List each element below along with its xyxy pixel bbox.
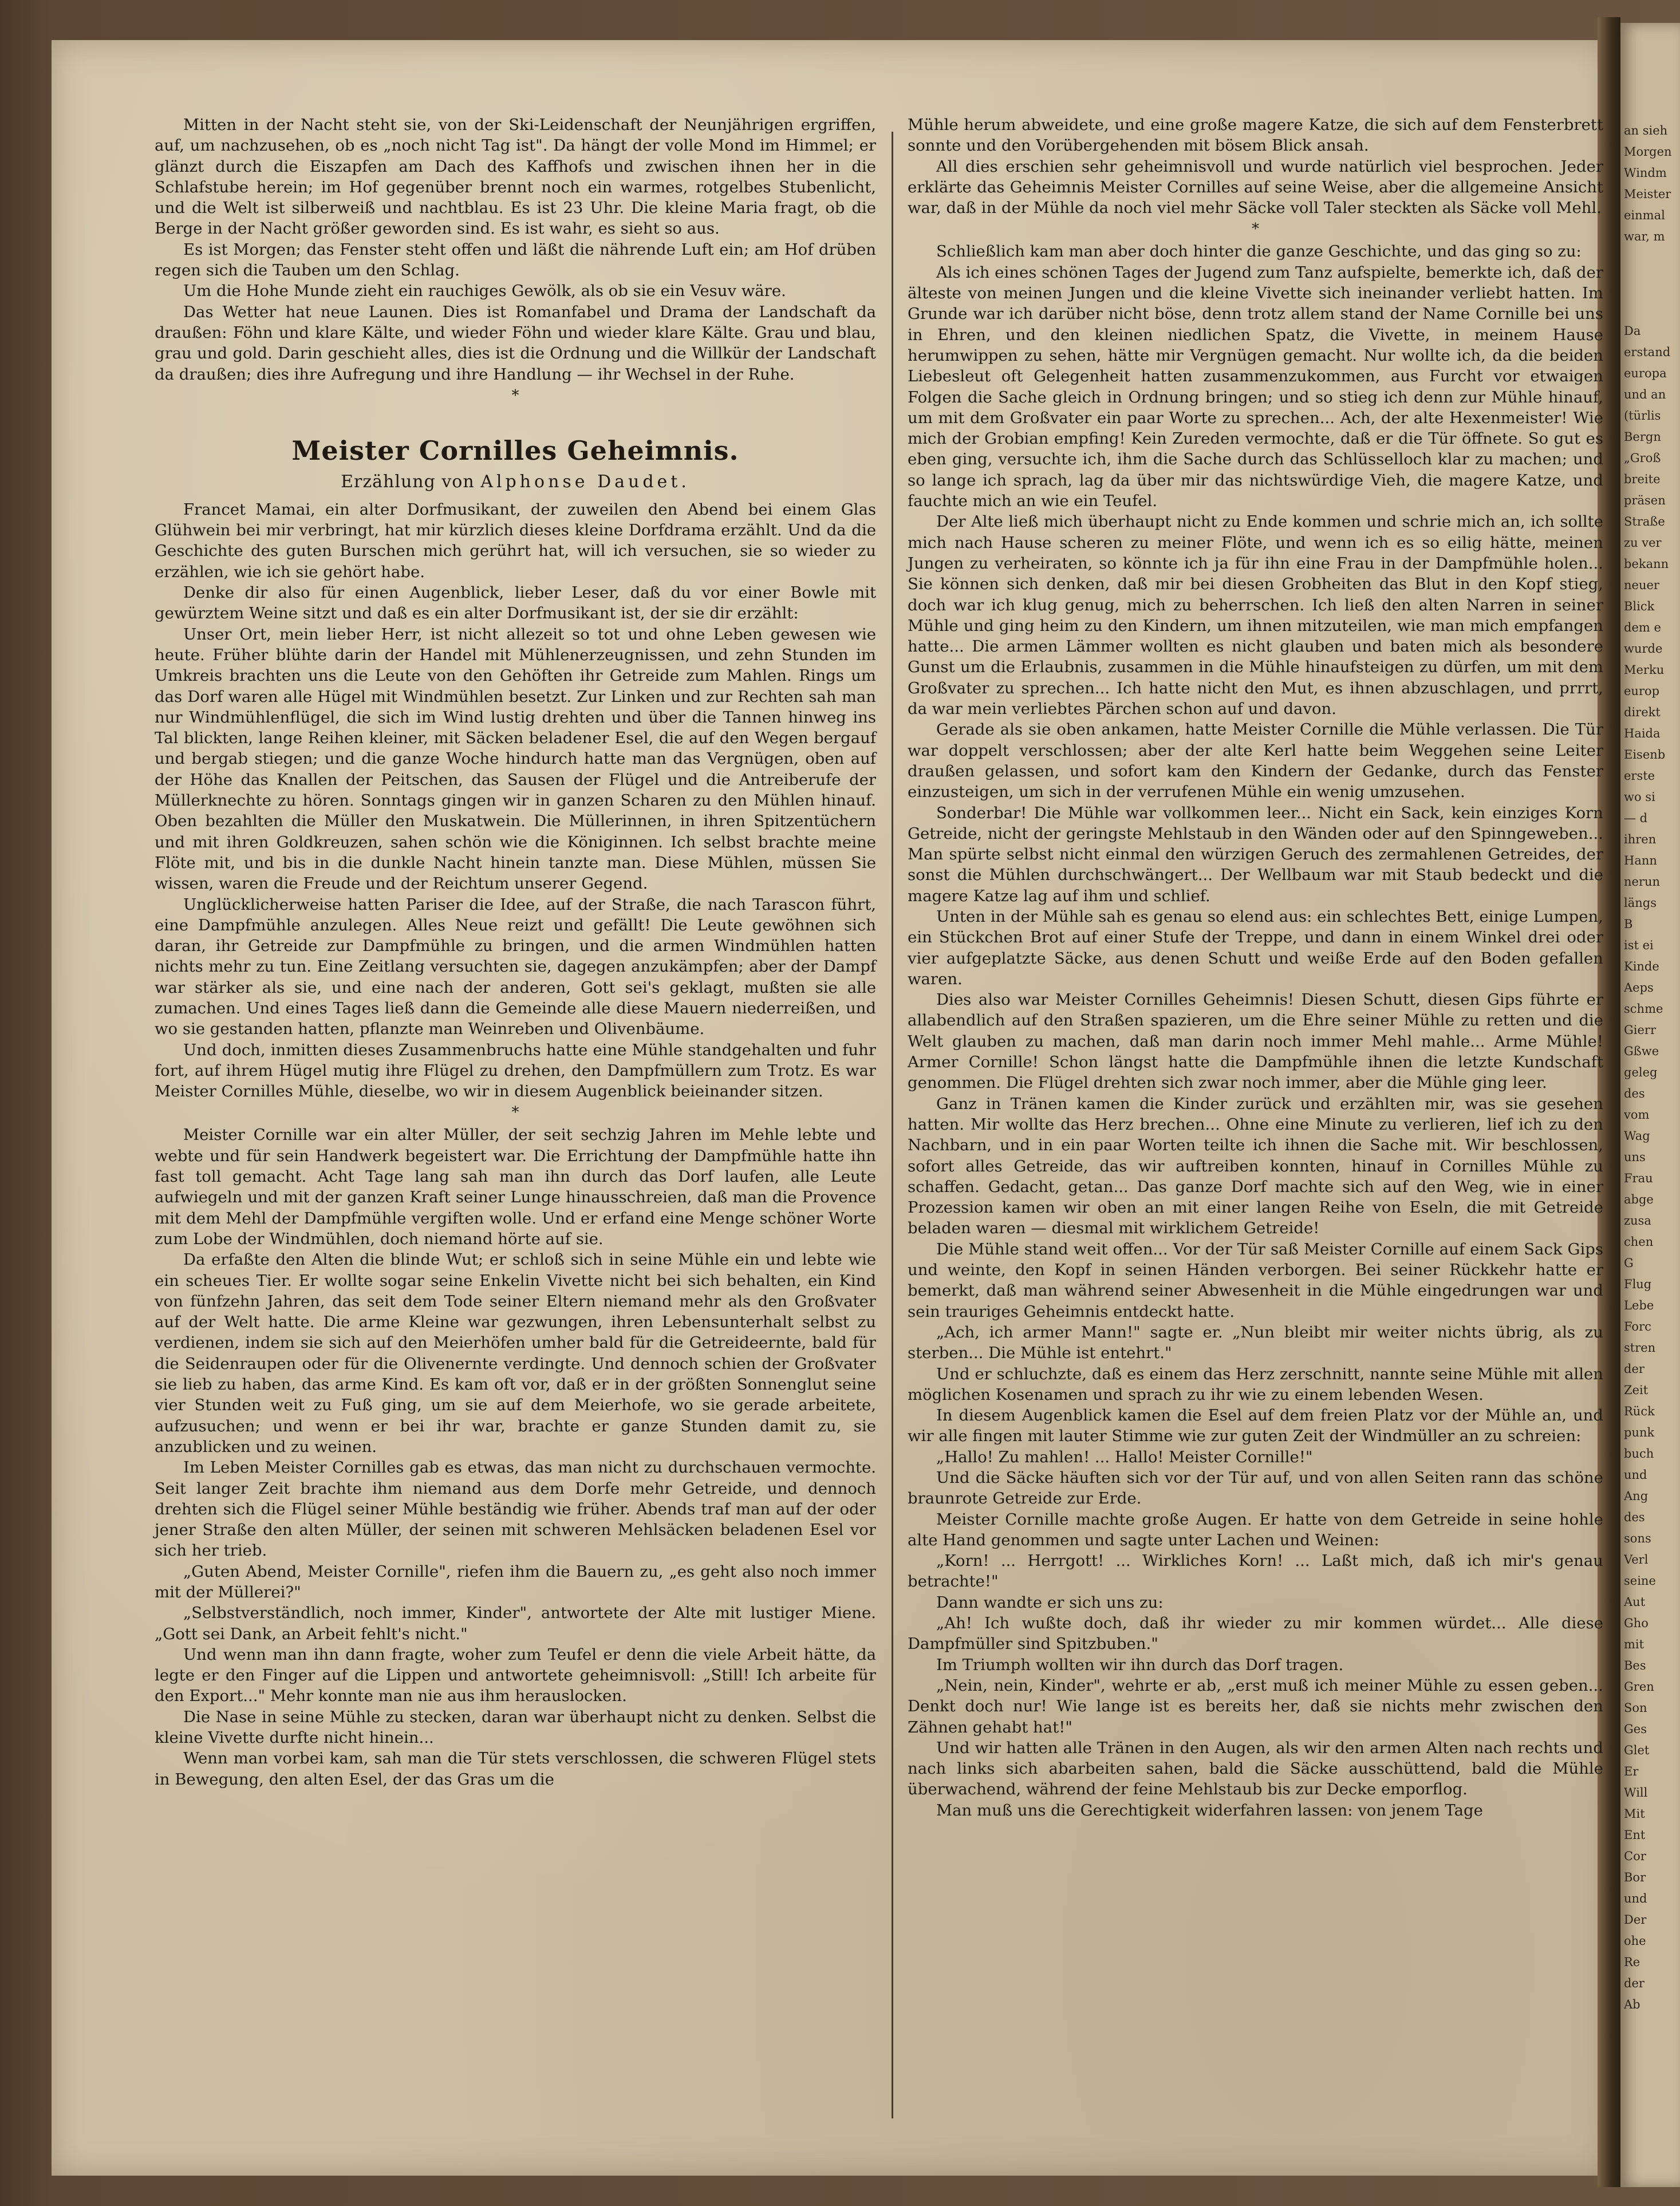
adjacent-page-fragment: schme	[1624, 1002, 1663, 1016]
adjacent-page-fragment: Kinde	[1624, 960, 1659, 973]
paragraph: Wenn man vorbei kam, sah man die Tür stets verschlossen, die schweren Flügel stets in Bewegung, den alten Esel, der das Gras um die	[155, 1749, 876, 1789]
adjacent-page-fragment: des	[1624, 1087, 1645, 1100]
adjacent-page-fragment: ist ei	[1624, 938, 1654, 952]
adjacent-page-fragment: Bes	[1624, 1659, 1646, 1672]
paragraph: Mitten in der Nacht steht sie, von der Ski-Leidenschaft der Neunjährigen ergriffen, auf, um nachzusehen, ob es „noch nicht Tag ist". Da hängt der volle Mond im Himmel; er glänzt durch die Eiszapfen am Dach des Kaffhofs und zwischen ihnen her in die Schlafstube herein; im Hof gegenüber brennt noch ein warmes, rotgelbes Stubenlicht, und die Welt ist silberweiß und nachtblau. Es ist 23 Uhr. Die kleine Maria fragt, ob die Berge in der Nacht größer geworden sind. Es ist wahr, es sieht so aus.	[155, 116, 876, 238]
paragraph: „Hallo! Zu mahlen! ... Hallo! Meister Cornille!"	[936, 1447, 1313, 1466]
paragraph: Gerade als sie oben ankamen, hatte Meister Cornille die Mühle verlassen. Die Tür war doppelt verschlossen; aber der alte Kerl hatte beim Weggehen seine Leiter draußen gelassen, und sofort kam den Kindern der Gedanke, durch das Fenster einzusteigen, um sich in der verrufenen Mühle ein wenig umzusehen.	[908, 720, 1603, 802]
adjacent-page-fragment: der	[1624, 1362, 1644, 1376]
adjacent-page-fragment: Haida	[1624, 727, 1661, 740]
column-divider	[892, 132, 893, 2118]
adjacent-page-fragment: und an	[1624, 388, 1666, 401]
story-author: Alphonse Daudet.	[480, 471, 690, 492]
story-continuation-1	[908, 115, 1603, 218]
adjacent-page-fragment: an sieh	[1624, 124, 1668, 137]
adjacent-page-fragment: dem e	[1624, 621, 1661, 634]
adjacent-page-fragment: Zeit	[1624, 1383, 1649, 1397]
section-separator: *	[511, 386, 519, 404]
story-section-2	[155, 1124, 876, 1790]
adjacent-page-fragment: Bergn	[1624, 430, 1661, 444]
adjacent-page-fragment: direkt	[1624, 705, 1661, 719]
adjacent-page-fragment: G	[1624, 1256, 1634, 1270]
adjacent-page-fragment: buch	[1624, 1447, 1654, 1461]
adjacent-page-fragment: breite	[1624, 472, 1661, 486]
adjacent-page-fragment: erste	[1624, 769, 1655, 783]
adjacent-page-fragment: Meister	[1624, 187, 1671, 201]
adjacent-page-fragment: Merku	[1624, 663, 1665, 677]
adjacent-page-fragment: Aeps	[1624, 981, 1654, 995]
adjacent-page-fragment: seine	[1624, 1574, 1656, 1588]
adjacent-page-fragment: ohe	[1624, 1934, 1646, 1948]
paragraph: „Ach, ich armer Mann!" sagte er. „Nun bleibt mir weiter nichts übrig, als zu sterben... Die Mühle ist entehrt."	[908, 1323, 1603, 1363]
paragraph: Da erfaßte den Alten die blinde Wut; er schloß sich in seine Mühle ein und lebte wie ein scheues Tier. Er wollte sogar seine Enkelin Vivette nicht bei sich behalten, ein Kind von fünfzehn Jahren, das seit dem Tode seiner Eltern niemand mehr als den Großvater auf der Welt hatte. Die arme Kleine war gezwungen, ihren Lebensunterhalt selbst zu verdienen, indem sie sich auf den Meierhöfen umher bald für die Getreideernte, bald für die Seidenraupen oder für die Olivenernte verdingte. Und dennoch schien der Großvater sie lieb zu haben, das arme Kind. Es kam oft vor, daß er in der größten Sonnenglut seine vier Stunden weit zu Fuß ging, um sie auf dem Meierhofe, wo sie gerade arbeitete, aufzusuchen; und wenn er bei ihr war, brachte er ganze Stunden damit zu, sie anzublicken und zu weinen.	[155, 1250, 876, 1456]
paragraph: Und wenn man ihn dann fragte, woher zum Teufel er denn die viele Arbeit hätte, da legte er den Finger auf die Lippen und antwortete geheimnisvoll: „Still! Ich arbeite für den Export..." Mehr konnte man nie aus ihm herauslocken.	[155, 1645, 876, 1706]
adjacent-page-fragment: Gho	[1624, 1616, 1649, 1630]
paragraph: Dies also war Meister Cornilles Geheimnis! Diesen Schutt, diesen Gips führte er allabendlich auf den Straßen spazieren, um die Ehre seiner Mühle zu retten und die Welt glauben zu machen, daß man darin noch immer Mehl mahle... Arme Mühle! Armer Cornille! Schon längst hatte die Dampfmühle ihnen die letzte Kundschaft genommen. Die Flügel drehten sich zwar noch immer, aber die Mühle ging leer.	[908, 990, 1603, 1092]
adjacent-page-fragment: Hann	[1624, 854, 1657, 867]
adjacent-page-fragment: nerun	[1624, 875, 1661, 889]
adjacent-page-fragment: geleg	[1624, 1065, 1658, 1079]
paragraph: Und er schluchzte, daß es einem das Herz zerschnitt, nannte seine Mühle mit allen möglichen Kosenamen und sprach zu ihr wie zu einem lebenden Wesen.	[908, 1364, 1603, 1404]
paragraph: Unser Ort, mein lieber Herr, ist nicht allezeit so tot und ohne Leben gewesen wie heute. Früher blühte darin der Handel mit Mühlenerzeugnissen, und zehn Stunden im Umkreis brachten uns die Leute von den Gehöften ihr Getreide zum Mahlen. Rings um das Dorf waren alle Hügel mit Windmühlen besetzt. Zur Linken und zur Rechten sah man nur Windmühlenflügel, die sich im Wind lustig drehten und über die Tannen hinweg ins Tal blickten, lange Reihen kleiner, mit Säcken beladener Esel, die auf den Wegen bergauf und bergab stiegen; und die ganze Woche hindurch hatte man das Vergnügen, oben auf der Höhe das Knallen der Peitschen, das Sausen der Flügel und die Antreiberufe der Müllerknechte zu hören. Sonntags gingen wir in ganzen Scharen zu den Mühlen hinauf. Oben bezahlten die Müller den Muskatwein. Die Müllerinnen, in ihren Spitzentüchern und mit ihren Goldkreuzen, sahen schön wie die Königinnen. Ich selbst brachte meine Flöte mit, und bis in die dunkle Nacht hinein tanzte man. Diese Mühlen, müssen Sie wissen, waren die Freude und der Reichtum unserer Gegend.	[155, 625, 876, 893]
adjacent-page-fragment: Frau	[1624, 1171, 1653, 1185]
paragraph: „Nein, nein, Kinder", wehrte er ab, „erst muß ich meiner Mühle zu essen geben... Denkt doch nur! Wie lange ist es bereits her, daß sie nichts mehr zwischen den Zähnen gehabt hat!"	[908, 1676, 1603, 1737]
paragraph: Die Nase in seine Mühle zu stecken, daran war überhaupt nicht zu denken. Selbst die kleine Vivette durfte nicht hinein...	[155, 1707, 876, 1747]
paragraph: All dies erschien sehr geheimnisvoll und wurde natürlich viel besprochen. Jeder erklärte das Geheimnis Meister Cornilles auf seine Weise, aber die allgemeine Ansicht war, daß in der Mühle da noch viel mehr Säcke voll Taler steckten als Säcke voll Mehl.	[908, 157, 1603, 218]
adjacent-page-fragment: Blick	[1624, 599, 1655, 613]
story-continuation-2	[908, 241, 1603, 1821]
intro-section	[155, 115, 876, 385]
adjacent-page-fragment: stren	[1624, 1341, 1656, 1355]
adjacent-page-fragment: mit	[1624, 1637, 1644, 1651]
paragraph: Im Triumph wollten wir ihn durch das Dorf tragen.	[936, 1655, 1344, 1674]
paragraph: „Selbstverständlich, noch immer, Kinder", antwortete der Alte mit lustiger Miene. „Gott sei Dank, an Arbeit fehlt's nicht."	[155, 1604, 876, 1643]
adjacent-page-fragment: Ent	[1624, 1828, 1646, 1842]
adjacent-page-fragment: punk	[1624, 1426, 1655, 1439]
adjacent-page-fragment: (türlis	[1624, 409, 1661, 423]
adjacent-page-fragment: Eisenb	[1624, 748, 1666, 761]
adjacent-page-fragment: Ang	[1624, 1489, 1649, 1503]
paragraph: Als ich eines schönen Tages der Jugend zum Tanz aufspielte, bemerkte ich, daß der älteste von meinen Jungen und die kleine Vivette sich ineinander verliebt hatten. Im Grunde war ich darüber nicht böse, denn trotz allem stand der Name Cornille bei uns in Ehren, und den kleinen niedlichen Spatz, die Vivette, in meinem Hause herumwippen zu sehen, hätte mir Vergnügen gemacht. Nur wollte ich, da die beiden Liebesleut oft Gelegenheit hatten zusammenzukommen, aus Furcht vor etwaigen Folgen die Sache gleich in Ordnung bringen; und so stieg ich denn zur Mühle hinauf, um mit dem Großvater ein paar Worte zu sprechen... Ach, der alte Hexenmeister! Wie mich der Grobian empfing! Kein Zureden vermochte, daß er die Tür öffnete. So gut es eben ging, versuchte ich, ihm die Sache durch das Schlüsselloch klar zu machen; und so lange ich sprach, lag da über mir das nichtswürdige Vieh, die magere Katze, und fauchte mich an wie ein Teufel.	[908, 263, 1603, 511]
adjacent-page-fragment: abge	[1624, 1193, 1654, 1206]
paragraph: Mühle herum abweidete, und eine große magere Katze, die sich auf dem Fensterbrett sonnte und den Vorübergehenden mit bösem Blick ansah.	[908, 116, 1603, 155]
adjacent-page-fragment: des	[1624, 1510, 1645, 1524]
paragraph: „Guten Abend, Meister Cornille", riefen ihm die Bauern zu, „es geht also noch immer mit der Müllerei?"	[155, 1562, 876, 1601]
adjacent-page-edge	[1620, 23, 1680, 2187]
adjacent-page-fragment: ihren	[1624, 832, 1657, 846]
adjacent-page-fragment: Windm	[1624, 166, 1667, 180]
adjacent-page-fragment: und	[1624, 1468, 1647, 1482]
paragraph: Meister Cornille war ein alter Müller, der seit sechzig Jahren im Mehle lebte und webte und für sein Handwerk begeistert war. Die Errichtung der Dampfmühle hatte ihn fast toll gemacht. Acht Tage lang sah man ihn durch das Dorf laufen, alle Leute aufwiegeln und mit der ganzen Kraft seiner Lunge hinausschreien, daß man die Provence mit dem Mehl der Dampfmühle vergiften wolle. Und er erfand eine Menge schöner Worte zum Lobe der Windmühlen, doch niemand hörte auf sie.	[155, 1126, 876, 1248]
adjacent-page-fragment: Cor	[1624, 1849, 1646, 1863]
paragraph: Um die Hohe Munde zieht ein rauchiges Gewölk, als ob sie ein Vesuv wäre.	[183, 282, 786, 301]
paragraph: Dann wandte er sich uns zu:	[936, 1593, 1164, 1612]
adjacent-page-fragment: Will	[1624, 1786, 1648, 1799]
section-separator: *	[511, 1104, 519, 1122]
adjacent-page-fragment: Ges	[1624, 1722, 1647, 1736]
adjacent-page-fragment: wo si	[1624, 790, 1655, 804]
paragraph: Im Leben Meister Cornilles gab es etwas, das man nicht zu durchschauen vermochte. Seit langer Zeit brachte ihm niemand aus dem Dorfe mehr Getreide, und dennoch drehten sich die Flügel seiner Mühle beständig wie früher. Abends traf man auf der oder jener Straße den alten Müller, der seinen mit schweren Mehlsäcken beladenen Esel vor sich her trieb.	[155, 1458, 876, 1560]
paragraph: Unten in der Mühle sah es genau so elend aus: ein schlechtes Bett, einige Lumpen, ein Stückchen Brot auf einer Stufe der Treppe, und dann in einem Winkel drei oder vier aufgeplatzte Säcke, aus denen Schutt und weiße Erde auf den Boden gefallen waren.	[908, 907, 1603, 988]
section-separator: *	[1252, 220, 1259, 238]
paragraph: Der Alte ließ mich überhaupt nicht zu Ende kommen und schrie mich an, ich sollte mich nach Hause scheren zu meiner Flöte, und wenn ich es so eilig hätte, meinen Jungen zu verheiraten, so könnte ich ja für ihn eine Frau in der Dampfmühle holen... Sie können sich denken, daß mir bei diesen Grobheiten das Blut in den Kopf stieg, doch war ich klug genug, mich zu beherrschen. Ich ließ den alten Narren in seiner Mühle und ging heim zu den Kindern, um ihnen mitzuteilen, wie man mich empfangen hatte... Die armen Lämmer wollten es nicht glauben und baten mich als besondere Gunst um die Erlaubnis, zusammen in die Mühle hinaufsteigen zu dürfen, um mit dem Großvater zu sprechen... Ich hatte nicht den Mut, es ihnen abzuschlagen, und prrrt, da war mein verliebtes Pärchen schon auf und davon.	[908, 512, 1603, 719]
adjacent-page-fragment: Der	[1624, 1913, 1647, 1927]
paragraph: Die Mühle stand weit offen... Vor der Tür saß Meister Cornille auf einem Sack Gips und weinte, den Kopf in seinen Händen verborgen. Bei seiner Rückkehr hatte er bemerkt, daß man während seiner Abwesenheit in die Mühle eingedrungen war und sein trauriges Geheimnis entdeckt hatte.	[908, 1240, 1603, 1321]
adjacent-page-fragment: Aut	[1624, 1595, 1646, 1609]
adjacent-page-fragment: vom	[1624, 1108, 1650, 1122]
paragraph: Und die Säcke häuften sich vor der Tür auf, und von allen Seiten rann das schöne braunrote Getreide zur Erde.	[908, 1469, 1603, 1508]
paragraph: Und wir hatten alle Tränen in den Augen, als wir den armen Alten nach rechts und nach links sich abarbeiten sahen, bald die Säcke ausschüttend, bald die Mühle überwachend, während der feine Mehlstaub bis zur Decke emporflog.	[908, 1738, 1603, 1799]
adjacent-page-fragment: Lebe	[1624, 1299, 1654, 1312]
paragraph: Man muß uns die Gerechtigkeit widerfahren lassen: von jenem Tage	[936, 1801, 1483, 1820]
story-title: Meister Cornilles Geheimnis.	[291, 435, 739, 466]
adjacent-page-fragment: Straße	[1624, 515, 1665, 528]
right-column	[908, 115, 1603, 1821]
paragraph: Das Wetter hat neue Launen. Dies ist Romanfabel und Drama der Landschaft da draußen: Föhn und klare Kälte, und wieder Föhn und wieder klare Kälte. Grau und blau, grau und gold. Darin geschieht alles, dies ist die Ordnung und die Willkür der Landschaft da draußen; dies ihre Aufregung und ihre Handlung — ihr Wechsel in der Ruhe.	[155, 302, 876, 384]
adjacent-page-fragment: Er	[1624, 1765, 1639, 1778]
adjacent-page-fragment: zu ver	[1624, 536, 1662, 550]
adjacent-page-fragment: Ab	[1624, 1998, 1640, 2011]
paragraph: Ganz in Tränen kamen die Kinder zurück und erzählten mir, was sie gesehen hatten. Mir wollte das Herz brechen... Ohne eine Minute zu verlieren, lief ich zu den Nachbarn, und in ein paar Worten teilte ich ihnen die Sache mit. Wir beschlossen, sofort alles Getreide, das wir auftreiben konnten, hinauf in Cornilles Mühle zu schaffen. Gedacht, getan... Das ganze Dorf machte sich auf den Weg, wie in einer Prozession kamen wir oben an mit einer langen Reihe von Eseln, die mit Getreide beladen waren — diesmal mit wirklichem Getreide!	[908, 1094, 1603, 1238]
adjacent-page-fragment: chen	[1624, 1235, 1654, 1249]
adjacent-page-fragment: erstand	[1624, 345, 1671, 359]
paragraph: Es ist Morgen; das Fenster steht offen und läßt die nährende Luft ein; am Hof drüben regen sich die Tauben um den Schlag.	[155, 240, 876, 280]
paragraph: In diesem Augenblick kamen die Esel auf dem freien Platz vor der Mühle an, und wir alle fingen mit lauter Stimme wie zur guten Zeit der Windmüller an zu schreien:	[908, 1406, 1603, 1446]
adjacent-page-fragment: — d	[1624, 811, 1648, 825]
adjacent-page-fragment: bekann	[1624, 557, 1669, 571]
paragraph: „Korn! ... Herrgott! ... Wirkliches Korn! ... Laßt mich, daß ich mir's genau betrachte!"	[908, 1552, 1603, 1591]
adjacent-page-fragment: Mit	[1624, 1807, 1645, 1821]
adjacent-page-fragment: Rück	[1624, 1404, 1655, 1418]
adjacent-page-fragment: einmal	[1624, 208, 1665, 222]
adjacent-page-fragment: Verl	[1624, 1553, 1649, 1566]
adjacent-page-fragment: Son	[1624, 1701, 1647, 1715]
adjacent-page-fragment: sons	[1624, 1532, 1651, 1545]
story-subtitle	[155, 471, 876, 494]
adjacent-page-fragment: Da	[1624, 324, 1641, 338]
adjacent-page-fragment: präsen	[1624, 494, 1666, 507]
adjacent-page-fragment: europa	[1624, 366, 1667, 380]
adjacent-page-fragment: B	[1624, 917, 1633, 931]
adjacent-page-fragment: Forc	[1624, 1320, 1651, 1333]
adjacent-page-fragment: und	[1624, 1892, 1647, 1905]
paragraph: Unglücklicherweise hatten Pariser die Idee, auf der Straße, die nach Tarascon führt, eine Dampfmühle anzulegen. Alles Neue reizt und gefällt! Die Leute gewöhnen sich daran, ihr Getreide zur Dampfmühle zu bringen, und die armen Windmühlen hatten nichts mehr zu tun. Eine Zeitlang versuchten sie, dagegen anzukämpfen; aber der Dampf war stärker als sie, und eine nach der anderen, Gott sei's geklagt, mußten sie alle zumachen. Und eines Tages ließ dann die Gemeinde alle diese Mauern niederreißen, und wo sie gestanden hatten, pflanzte man Weinreben und Olivenbäume.	[155, 895, 876, 1039]
adjacent-page-fragment: Flug	[1624, 1277, 1652, 1291]
paragraph: „Ah! Ich wußte doch, daß ihr wieder zu mir kommen würdet... Alle diese Dampfmüller sind Spitzbuben."	[908, 1614, 1603, 1653]
subtitle-prefix: Erzählung von	[341, 471, 475, 492]
adjacent-page-fragment: neuer	[1624, 578, 1659, 592]
adjacent-page-fragment: längs	[1624, 896, 1657, 910]
paragraph: Sonderbar! Die Mühle war vollkommen leer... Nicht ein Sack, kein einziges Korn Getreide, nicht der geringste Mehlstaub in den Wänden oder auf den Spinngeweben... Man spürte selbst nicht einmal den würzigen Geruch des zermahlenen Getreides, der sonst die Mühlen durchschwängert... Der Wellbaum war mit Staub bedeckt und die magere Katze lag auf ihm und schlief.	[908, 803, 1603, 905]
adjacent-page-fragment: „Groß	[1624, 451, 1661, 465]
adjacent-page-fragment: Re	[1624, 1955, 1640, 1969]
adjacent-page-fragment: Gierr	[1624, 1023, 1656, 1037]
adjacent-page-fragment: Bor	[1624, 1870, 1646, 1884]
adjacent-page-fragment: Gßwe	[1624, 1044, 1659, 1058]
adjacent-page-fragment: Wag	[1624, 1129, 1650, 1143]
paragraph: Denke dir also für einen Augenblick, lieber Leser, daß du vor einer Bowle mit gewürztem Weine sitzt und daß es ein alter Dorfmusikant ist, der sie dir erzählt:	[155, 583, 876, 623]
adjacent-page-fragment: der	[1624, 1976, 1644, 1990]
paragraph: Francet Mamai, ein alter Dorfmusikant, der zuweilen den Abend bei einem Glas Glühwein bei mir verbringt, hat mir kürzlich dieses kleine Dorfdrama erzählt. Und da die Geschichte des guten Burschen mich gerührt hat, will ich versuchen, sie so wieder zu erzählen, wie ich sie gehört habe.	[155, 500, 876, 581]
adjacent-page-fragment: Morgen	[1624, 145, 1672, 159]
adjacent-page-fragment: Gren	[1624, 1680, 1654, 1694]
adjacent-page-fragment: war, m	[1624, 230, 1665, 243]
paragraph: Und doch, inmitten dieses Zusammenbruchs hatte eine Mühle standgehalten und fuhr fort, auf ihrem Hügel mutig ihre Flügel zu drehen, den Dampfmüllern zum Trotz. Es war Meister Cornilles Mühle, dieselbe, wo wir in diesem Augenblick beieinander sitzen.	[155, 1040, 876, 1101]
adjacent-page-fragment: zusa	[1624, 1214, 1651, 1228]
left-column	[155, 115, 876, 1790]
paragraph: Meister Cornille machte große Augen. Er hatte von dem Getreide in seine hohle alte Hand genommen und sagte unter Lachen und Weinen:	[908, 1510, 1603, 1549]
adjacent-page-fragment: wurde	[1624, 642, 1663, 656]
adjacent-page-fragment: uns	[1624, 1150, 1646, 1164]
adjacent-page-fragment: Glet	[1624, 1743, 1650, 1757]
adjacent-page-fragment: europ	[1624, 684, 1660, 698]
story-section-1	[155, 499, 876, 1102]
paragraph: Schließlich kam man aber doch hinter die ganze Geschichte, und das ging so zu:	[936, 242, 1582, 261]
